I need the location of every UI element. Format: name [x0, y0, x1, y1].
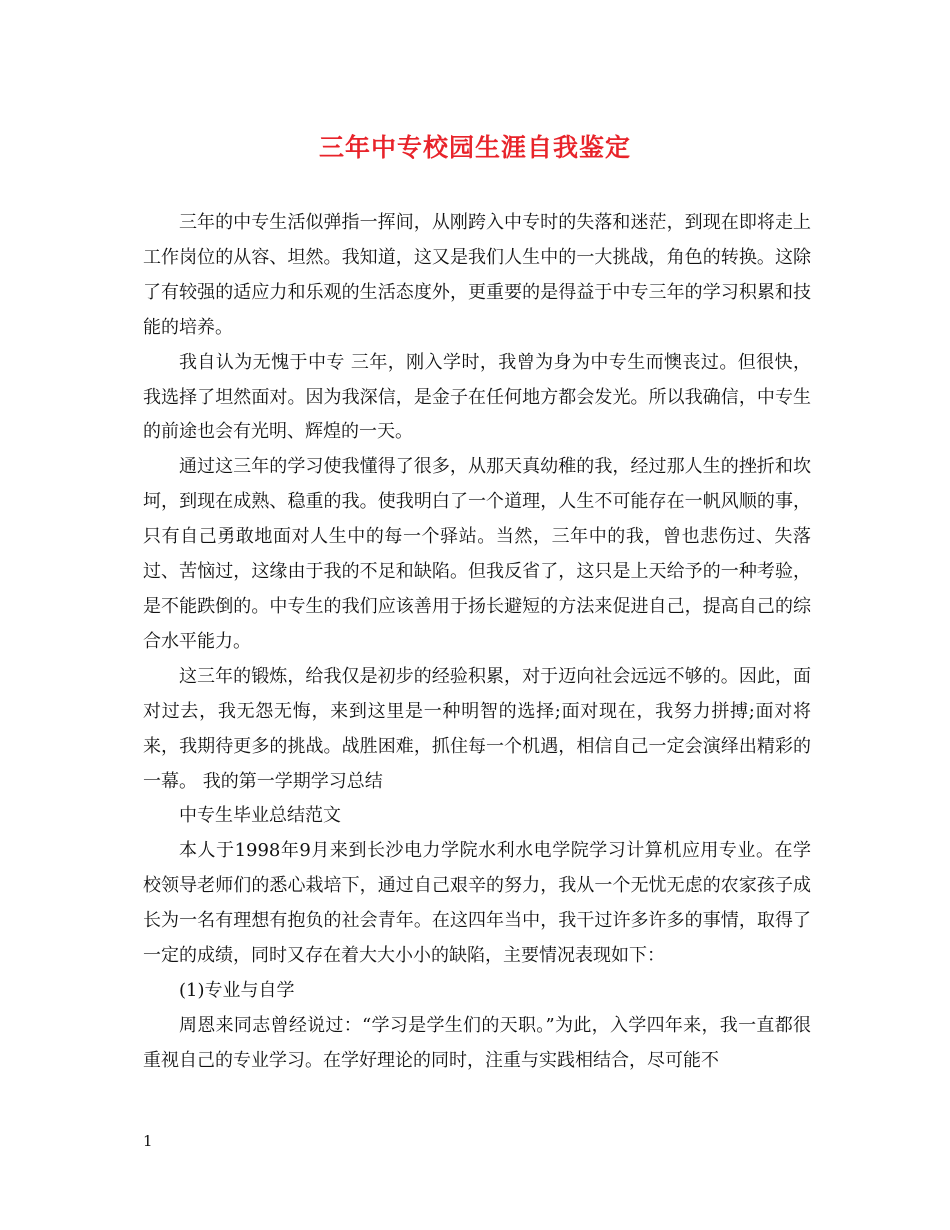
paragraph: 通过这三年的学习使我懂得了很多，从那天真幼稚的我，经过那人生的挫折和坎坷，到现在成熟、稳重的我。使我明白了一个道理，人生不可能存在一帆风顺的事，只有自己勇敢地面对人生中的每一个驿站。当然，三年中的我，曾也悲伤过、失落过、苦恼过，这缘由于我的不足和缺陷。但我反省了，这只是上天给予的一种考验，是不能跌倒的。中专生的我们应该善用于扬长避短的方法来促进自己，提高自己的综合水平能力。: [143, 456, 811, 652]
paragraph: 我自认为无愧于中专 三年，刚入学时，我曾为身为中专生而懊丧过。但很快，我选择了坦然面对。因为我深信，是金子在任何地方都会发光。所以我确信，中专生的前途也会有光明、辉煌的一天。: [143, 351, 811, 443]
paragraph: 三年的中专生活似弹指一挥间，从刚跨入中专时的失落和迷茫，到现在即将走上工作岗位的从容、坦然。我知道，这又是我们人生中的一大挑战，角色的转换。这除了有较强的适应力和乐观的生活态度外，更重要的是得益于中专三年的学习积累和技能的培养。: [143, 212, 811, 338]
document-title: 三年中专校园生涯自我鉴定: [318, 133, 631, 162]
paragraph: 本人于1998年9月来到长沙电力学院水利水电学院学习计算机应用专业。在学校领导老师们的悉心栽培下，通过自己艰辛的努力，我从一个无忧无虑的农家孩子成长为一名有理想有抱负的社会青年。在这四年当中，我干过许多许多的事情，取得了一定的成绩，同时又存在着大大小小的缺陷，主要情况表现如下：: [143, 840, 811, 967]
paragraph: 这三年的锻炼，给我仅是初步的经验积累，对于迈向社会远远不够的。因此，面对过去，我无怨无悔，来到这里是一种明智的选择;面对现在，我努力拼搏;面对将来，我期待更多的挑战。战胜困难，抓住每一个机遇，相信自己一定会演绎出精彩的一幕。 我的第一学期学习总结: [143, 665, 811, 792]
paragraph: 周恩来同志曾经说过：“学习是学生们的天职。”为此，入学四年来，我一直都很重视自己的专业学习。在学好理论的同时，注重与实践相结合，尽可能不: [143, 1014, 811, 1071]
document-body: [143, 206, 811, 1079]
paragraph: (1)专业与自学: [179, 979, 295, 1001]
paragraph: 中专生毕业总结范文: [179, 805, 341, 827]
page-number: 1: [143, 1132, 153, 1150]
